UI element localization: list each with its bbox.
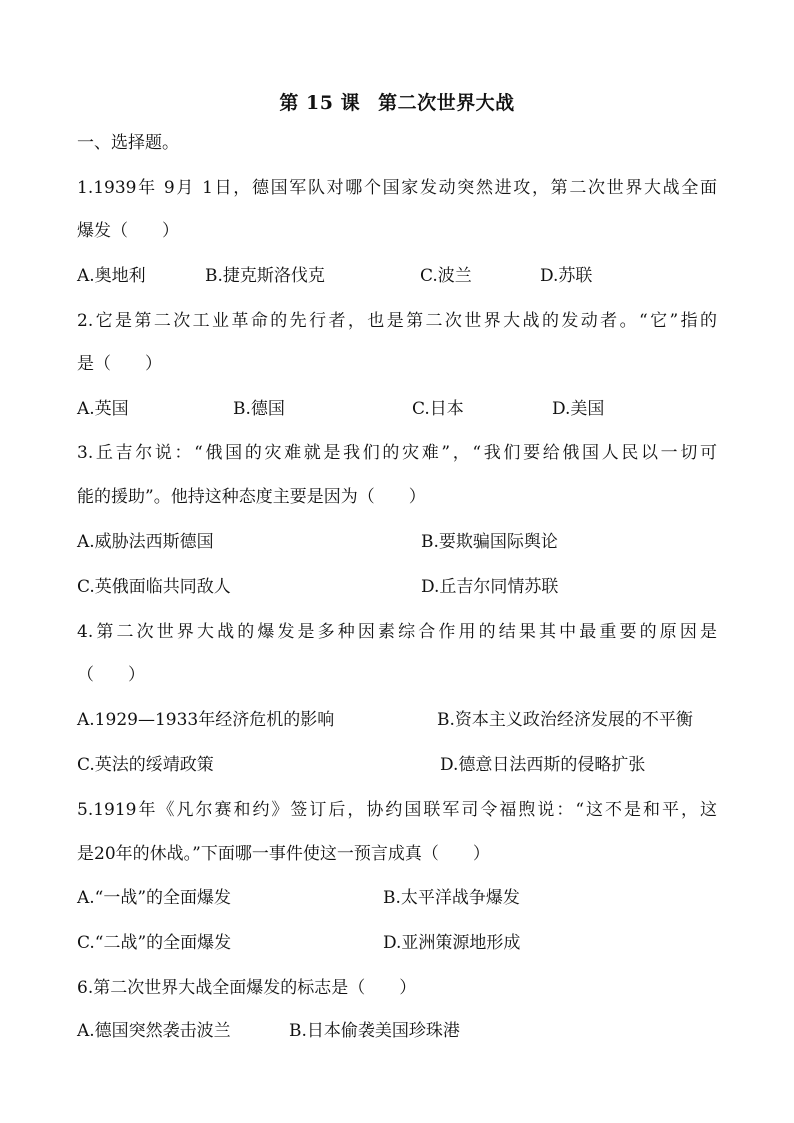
question-2-option-d: D.美国	[552, 399, 605, 419]
question-1-stem-line-1: 1.1939年 9月 1日，德国军队对哪个国家发动突然进攻，第二次世界大战全面	[77, 178, 717, 198]
question-2-option-c: C.日本	[412, 399, 464, 419]
section-heading: 一、选择题。	[77, 133, 179, 153]
question-5-stem-line-2: 是20年的休战。”下面哪一事件使这一预言成真（ ）	[77, 844, 490, 864]
question-4-option-a: A.1929—1933年经济危机的影响	[77, 710, 335, 730]
question-4-option-c: C.英法的绥靖政策	[77, 755, 214, 775]
question-2-stem-line-2: 是（ ）	[77, 354, 162, 374]
question-4-option-d: D.德意日法西斯的侵略扩张	[440, 755, 646, 775]
question-6-option-a: A.德国突然袭击波兰	[77, 1021, 231, 1041]
question-3-option-d: D.丘吉尔同情苏联	[421, 577, 559, 597]
question-5-option-a: A.“一战”的全面爆发	[77, 888, 232, 908]
question-1-option-b: B.捷克斯洛伐克	[205, 266, 325, 286]
question-2-option-a: A.英国	[77, 399, 129, 419]
question-3-stem-line-1: 3.丘吉尔说：“俄国的灾难就是我们的灾难”，“我们要给俄国人民以一切可	[77, 443, 717, 463]
lesson-number: 第 15 课	[279, 92, 361, 114]
question-4-stem-line-2: （ ）	[77, 665, 145, 685]
question-4-option-b: B.资本主义政治经济发展的不平衡	[437, 710, 693, 730]
question-6-option-b: B.日本偷袭美国珍珠港	[289, 1021, 460, 1041]
question-1-option-c: C.波兰	[420, 266, 472, 286]
question-1-option-a: A.奥地利	[77, 266, 146, 286]
question-1-stem-line-2: 爆发（ ）	[77, 221, 179, 241]
question-5-stem-line-1: 5.1919年《凡尔赛和约》签订后，协约国联军司令福煦说：“这不是和平，这	[77, 800, 717, 820]
question-4-stem-line-1: 4.第二次世界大战的爆发是多种因素综合作用的结果其中最重要的原因是	[77, 622, 717, 642]
question-3-option-a: A.威胁法西斯德国	[77, 532, 214, 552]
page-title	[0, 88, 794, 115]
question-6-stem-line-1: 6.第二次世界大战全面爆发的标志是（ ）	[77, 978, 417, 998]
question-5-option-b: B.太平洋战争爆发	[383, 888, 520, 908]
question-1-option-d: D.苏联	[540, 266, 593, 286]
question-3-stem-line-2: 能的援助”。他持这种态度主要是因为（ ）	[77, 487, 426, 507]
question-5-option-c: C.“二战”的全面爆发	[77, 933, 232, 953]
question-3-option-b: B.要欺骗国际舆论	[421, 532, 558, 552]
question-2-stem-line-1: 2.它是第二次工业革命的先行者，也是第二次世界大战的发动者。“它”指的	[77, 311, 717, 331]
question-2-option-b: B.德国	[233, 399, 285, 419]
question-3-option-c: C.英俄面临共同敌人	[77, 577, 231, 597]
lesson-topic: 第二次世界大战	[378, 92, 515, 114]
question-5-option-d: D.亚洲策源地形成	[383, 933, 521, 953]
